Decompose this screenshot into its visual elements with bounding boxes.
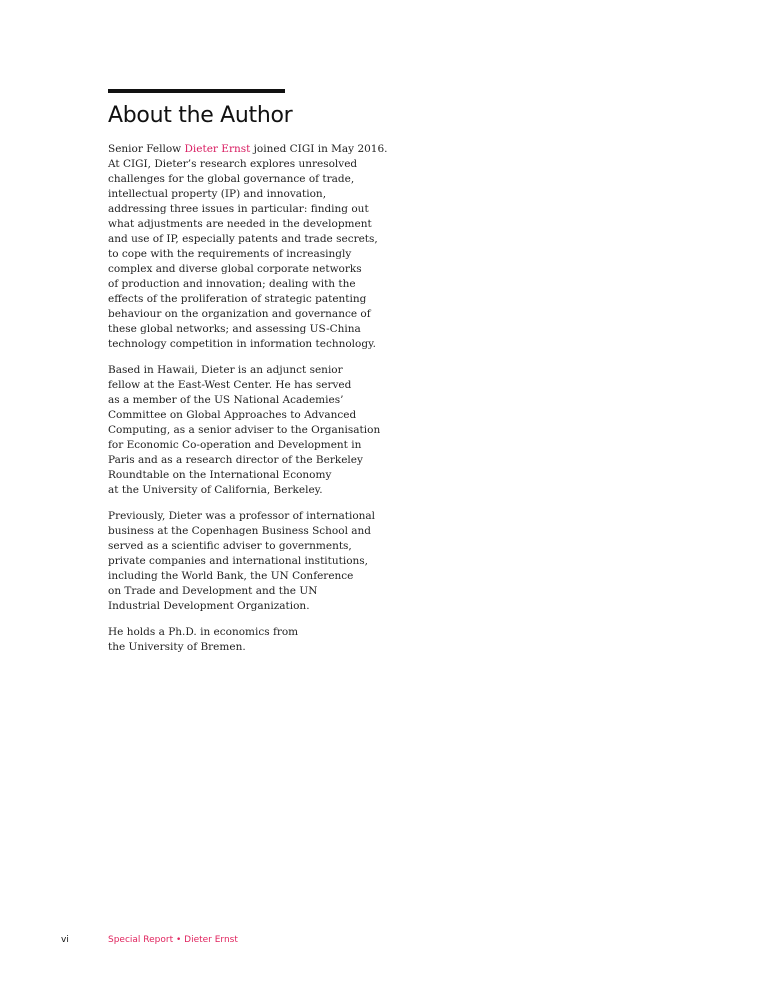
bio-line: as a member of the US National Academies’ (108, 394, 344, 406)
bio-line: of production and innovation; dealing with the (108, 278, 356, 290)
bio-line: Paris and as a research director of the Berkeley (108, 454, 363, 466)
bio-line: to cope with the requirements of increasingly (108, 248, 352, 260)
author-name-link[interactable]: Dieter Ernst (184, 143, 251, 155)
running-footer: Special Report • Dieter Ernst (108, 935, 238, 945)
bio-line: what adjustments are needed in the development (108, 218, 372, 230)
bio-line: Based in Hawaii, Dieter is an adjunct senior (108, 364, 343, 376)
bio-line: Roundtable on the International Economy (108, 469, 332, 481)
bio-text: joined CIGI in May 2016. (250, 143, 388, 155)
bio-line: challenges for the global governance of trade, (108, 173, 355, 185)
bio-line: Computing, as a senior adviser to the Organisation (108, 424, 381, 436)
bio-paragraph-1 (108, 142, 408, 352)
bio-line: including the World Bank, the UN Conference (108, 570, 354, 582)
bio-line: Industrial Development Organization. (108, 600, 310, 612)
bio-line: the University of Bremen. (108, 641, 246, 653)
page-number: vi (61, 935, 69, 945)
bio-line: on Trade and Development and the UN (108, 585, 318, 597)
bio-line: private companies and international institutions, (108, 555, 369, 567)
bio-line: technology competition in information technology. (108, 338, 376, 350)
bio-line: intellectual property (IP) and innovation, (108, 188, 327, 200)
bio-line: Committee on Global Approaches to Advanced (108, 409, 357, 421)
bio-line: effects of the proliferation of strategic patenting (108, 293, 367, 305)
bio-line: served as a scientific adviser to governments, (108, 540, 352, 552)
bio-line: these global networks; and assessing US-China (108, 323, 361, 335)
bio-paragraph-3 (108, 509, 408, 614)
bio-paragraph-2 (108, 363, 408, 498)
bio-line: Previously, Dieter was a professor of international (108, 510, 376, 522)
bio-line: addressing three issues in particular: finding out (108, 203, 369, 215)
bio-line: He holds a Ph.D. in economics from (108, 626, 299, 638)
author-bio (108, 142, 408, 666)
heading-rule (108, 89, 285, 93)
bio-line: at the University of California, Berkeley. (108, 484, 323, 496)
bio-line: and use of IP, especially patents and trade secrets, (108, 233, 378, 245)
bio-paragraph-4 (108, 625, 408, 655)
bio-line: behaviour on the organization and governance of (108, 308, 371, 320)
bio-line: for Economic Co-operation and Development in (108, 439, 362, 451)
bio-line: fellow at the East-West Center. He has served (108, 379, 352, 391)
bio-line: complex and diverse global corporate networks (108, 263, 362, 275)
bio-line: business at the Copenhagen Business School and (108, 525, 372, 537)
bio-line (108, 142, 408, 157)
page-title: About the Author (108, 103, 293, 128)
bio-text: Senior Fellow (108, 143, 185, 155)
bio-line: At CIGI, Dieter’s research explores unresolved (108, 158, 358, 170)
